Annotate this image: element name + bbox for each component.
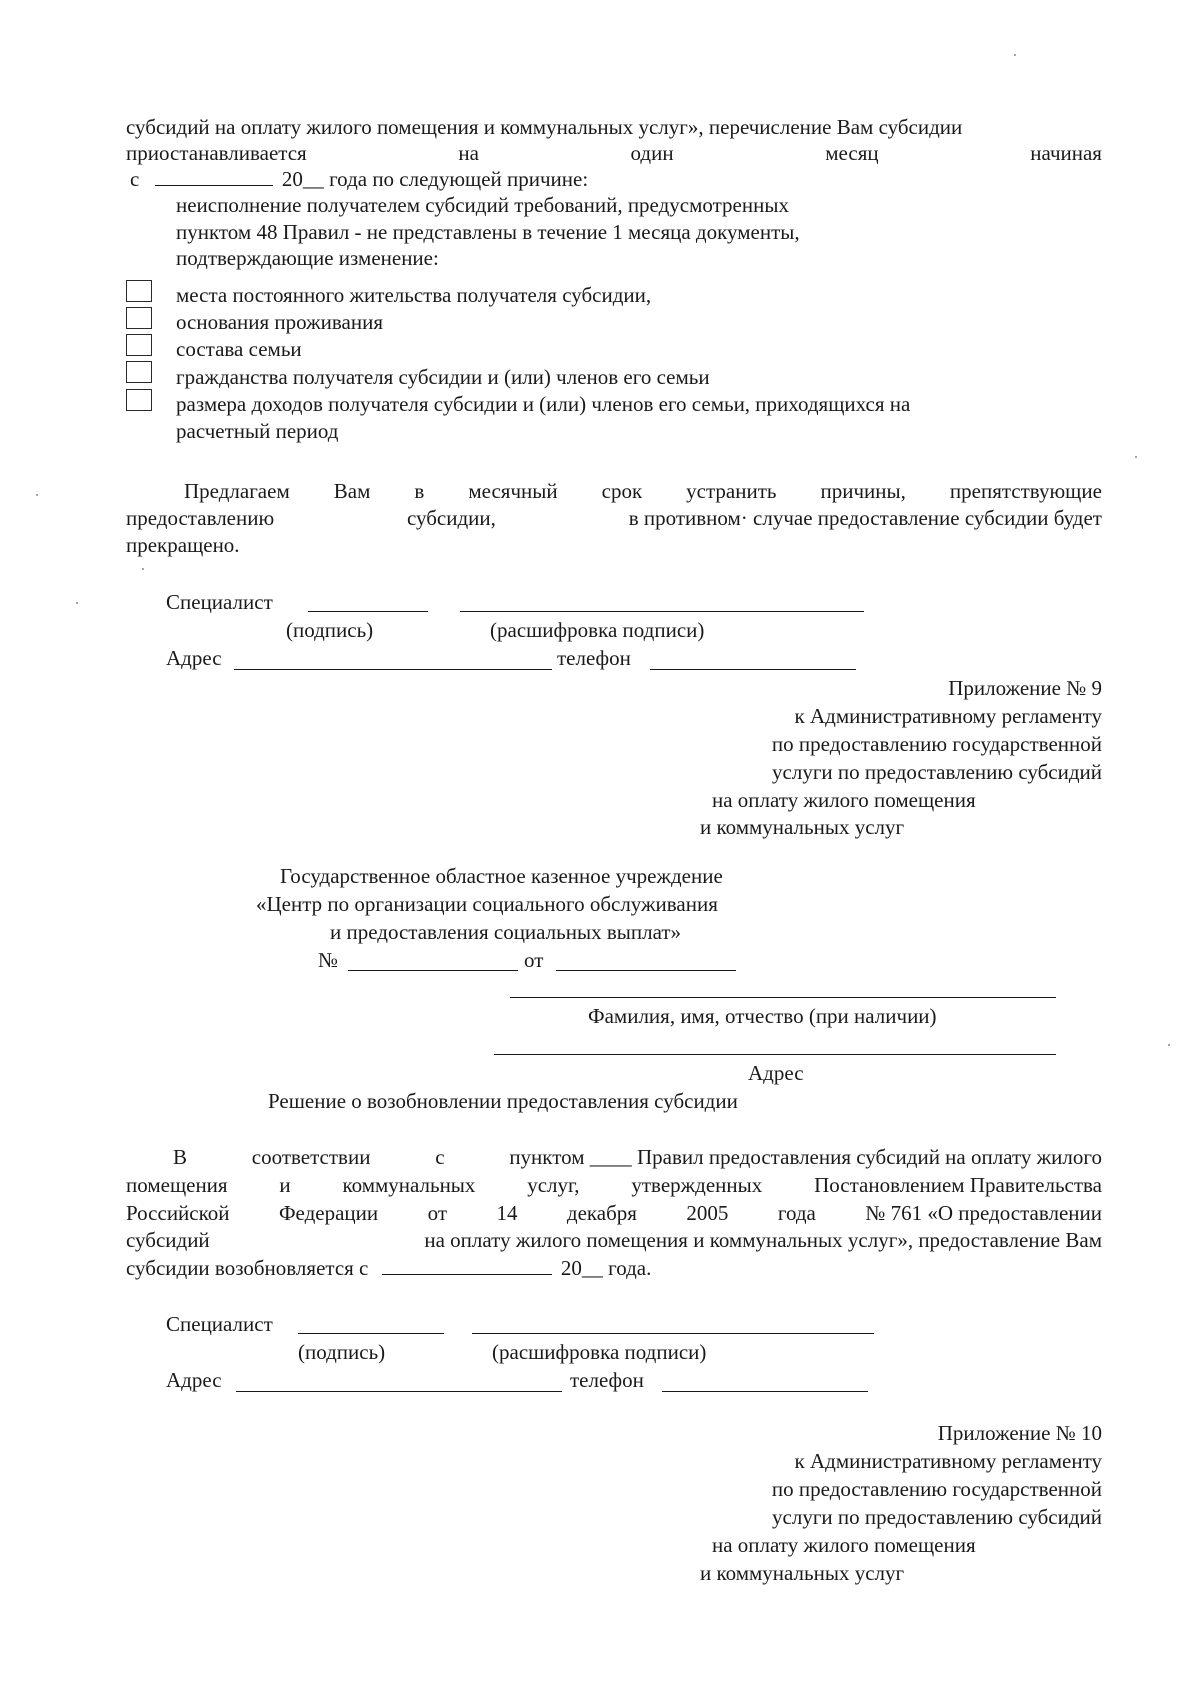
word: в противном· случае предоставление субсидии будет [628,506,1102,530]
justified-line [126,140,1102,166]
decode-caption: (расшифровка подписи) [492,1340,707,1364]
word: в [414,479,425,503]
decision-title: Решение о возобновлении предоставления субсидии [268,1089,738,1113]
fio-line[interactable] [510,997,1056,998]
date-line [130,166,588,192]
decode-caption: (расшифровка подписи) [490,618,705,642]
scan-speck [1168,1044,1170,1046]
word: утвержденных [631,1173,763,1197]
word: предоставлению [126,506,275,530]
phone-label: телефон [557,646,631,670]
phone-line[interactable] [662,1391,868,1392]
justified-line [126,1200,1102,1226]
word: № 761 «О предоставлении [865,1201,1102,1225]
appendix-line: по предоставлению государственной [771,732,1102,756]
signature-decode-line[interactable] [472,1333,874,1334]
option-label: расчетный период [176,419,339,443]
word: приостанавливается [126,141,307,165]
address-line[interactable] [234,669,552,670]
checkbox-income[interactable] [126,389,152,411]
word: Федерации [278,1201,379,1225]
word: срок [601,479,643,503]
word: устранить [686,479,777,503]
appendix-line: к Административному регламенту [794,1449,1102,1473]
checkbox-citizenship[interactable] [126,361,152,383]
text-line: пунктом 48 Правил - не представлены в течение 1 месяца документы, [176,220,800,244]
date-blank [155,166,273,186]
address-label: Адрес [166,1368,222,1392]
appendix-line: на оплату жилого помещения [712,788,976,812]
signature-line[interactable] [298,1333,444,1334]
word: 2005 [686,1201,729,1225]
word: один [630,141,674,165]
justified-line [184,478,1102,504]
resume-date-blank[interactable] [382,1255,552,1275]
text-line: субсидий на оплату жилого помещения и коммунальных услуг», перечисление Вам субсидии [126,115,963,139]
signature-decode-line[interactable] [460,611,864,612]
institution-line: Государственное областное казенное учреждение [280,864,723,888]
appendix-line: по предоставлению государственной [771,1477,1102,1501]
appendix-line: услуги по предоставлению субсидий [772,760,1102,784]
word: месяц [825,141,879,165]
appendix-title: Приложение № 10 [937,1421,1102,1445]
word: на оплату жилого помещения и коммунальных услуг», предоставление Вам [424,1228,1102,1252]
appendix-line: к Административному регламенту [794,704,1102,728]
word: года [777,1201,816,1225]
appendix-line: услуги по предоставлению субсидий [772,1505,1102,1529]
word: начиная [1030,141,1102,165]
word: Постановлением Правительства [814,1173,1102,1197]
address-caption: Адрес [748,1061,804,1085]
scan-speck [36,494,38,496]
scan-speck [76,602,78,604]
word: декабря [566,1201,637,1225]
word: коммунальных [342,1173,476,1197]
option-label: основания проживания [176,310,383,334]
appendix-title: Приложение № 9 [948,676,1102,700]
checkbox-family[interactable] [126,334,152,356]
institution-line: «Центр по организации социального обслуживания [256,892,718,916]
word: на [458,141,479,165]
justified-line [126,505,1102,531]
from-label: от [524,948,544,972]
word: помещения [126,1173,228,1197]
text-line: неисполнение получателем субсидий требований, предусмотренных [176,193,789,217]
option-label: гражданства получателя субсидии и (или) членов его семьи [176,365,710,389]
word: услуг, [527,1173,580,1197]
appendix-line: и коммунальных услуг [700,1561,905,1585]
word: от [427,1201,447,1225]
phone-line[interactable] [650,669,856,670]
address-line[interactable] [494,1054,1056,1055]
resume-date-line [126,1255,651,1281]
option-label: размера доходов получателя субсидии и (или) членов его семьи, приходящихся на [176,392,911,416]
text-line: прекращено. [126,533,240,557]
justified-line [173,1144,1102,1170]
word: субсидии, [406,506,496,530]
word: причины, [820,479,906,503]
scan-speck [1014,54,1016,56]
scan-speck [1135,456,1137,458]
institution-line: и предоставления социальных выплат» [330,920,682,944]
word: Вам [333,479,371,503]
scan-speck [142,568,144,570]
signature-caption: (подпись) [298,1340,386,1364]
specialist-label: Специалист [166,1312,273,1336]
resume-text: субсидии возобновляется с [126,1256,369,1280]
checkbox-residence[interactable] [126,280,152,302]
option-label: состава семьи [176,337,302,361]
word: и [279,1173,291,1197]
word: Предлагаем [184,479,290,503]
word: субсидий [126,1228,210,1252]
number-line[interactable] [348,970,518,971]
justified-line [126,1172,1102,1198]
phone-label: телефон [570,1368,644,1392]
fio-caption: Фамилия, имя, отчество (при наличии) [588,1004,937,1028]
justified-line [126,1227,1102,1253]
signature-caption: (подпись) [286,618,374,642]
word: 14 [496,1201,518,1225]
text-line: подтверждающие изменение: [176,246,439,270]
word: с [130,167,140,191]
word: пунктом ____ Правил предоставления субсидий на оплату жилого [509,1145,1102,1169]
appendix-line: на оплату жилого помещения [712,1533,976,1557]
date-rest: 20__ года по следующей причине: [281,167,589,191]
checkbox-basis[interactable] [126,307,152,329]
word: Российской [126,1201,230,1225]
signature-line[interactable] [308,611,428,612]
specialist-label: Специалист [166,590,273,614]
appendix-line: и коммунальных услуг [700,815,905,839]
date-line[interactable] [556,970,736,971]
option-label: места постоянного жительства получателя субсидии, [176,283,652,307]
address-line[interactable] [236,1391,562,1392]
resume-year: 20__ года. [560,1256,652,1280]
word: соответствии [251,1145,371,1169]
word: В [173,1145,188,1169]
word: месячный [468,479,558,503]
word: с [435,1145,445,1169]
number-label: № [318,948,339,972]
word: препятствующие [949,479,1102,503]
address-label: Адрес [166,646,222,670]
